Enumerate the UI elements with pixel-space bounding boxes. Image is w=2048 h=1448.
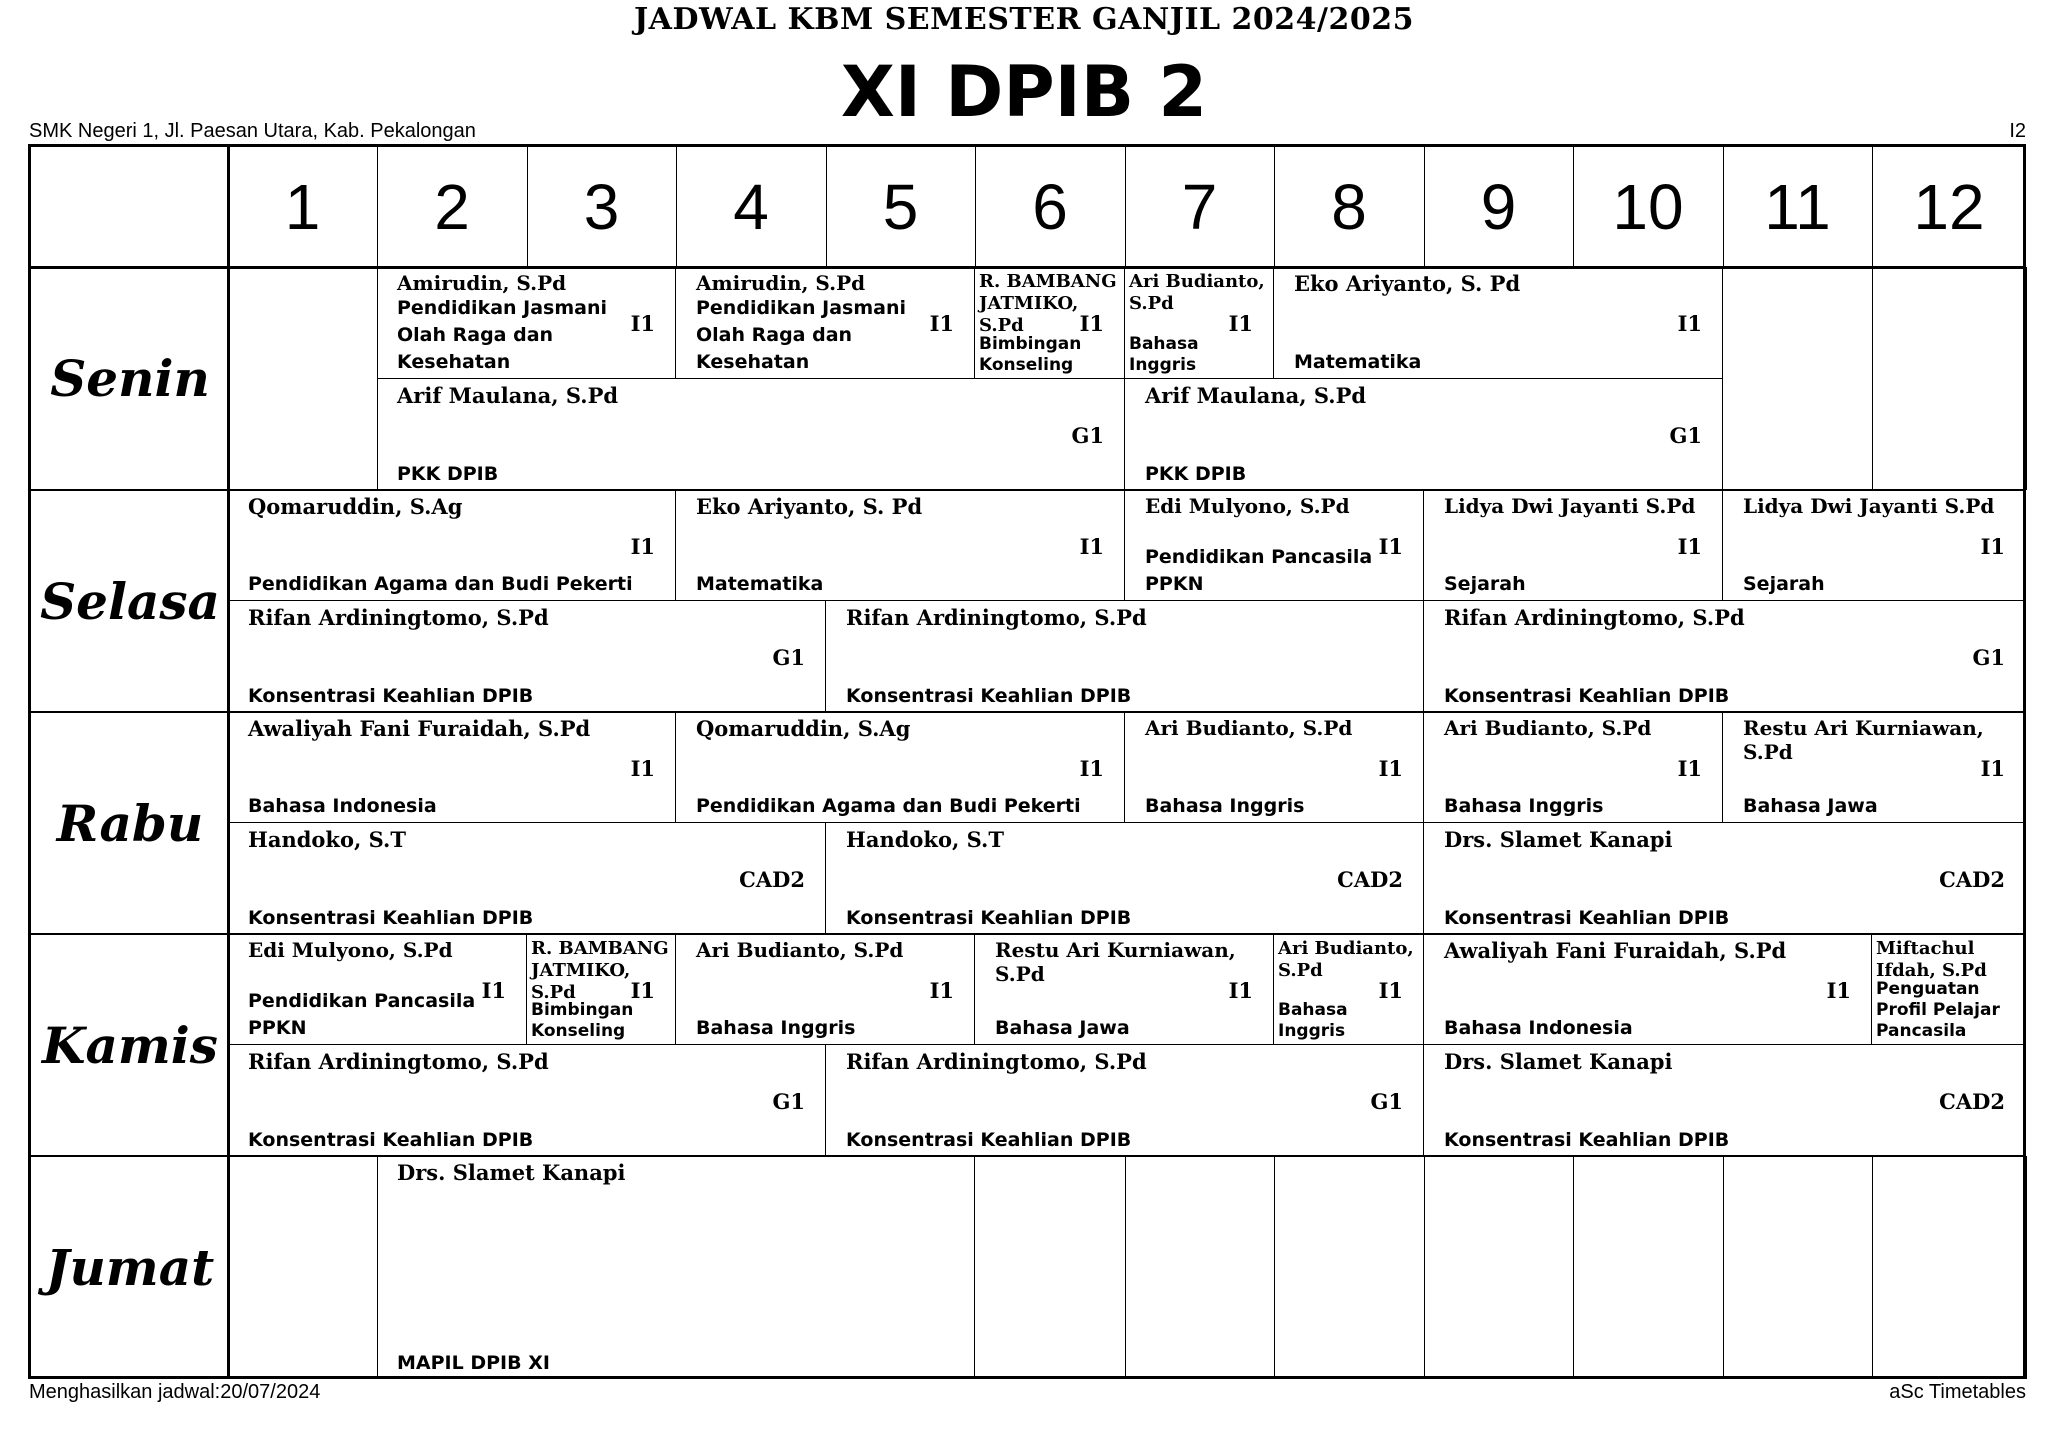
lesson-teacher: Arif Maulana, S.Pd — [1145, 383, 1367, 408]
lesson-teacher: Edi Mulyono, S.Pd — [248, 938, 453, 962]
schedule-title: JADWAL KBM SEMESTER GANJIL 2024/2025 — [633, 2, 1415, 37]
lesson-subject: Bahasa Jawa — [1743, 795, 1878, 817]
lesson-cell — [1424, 1045, 2026, 1156]
lesson-subject: Pendidikan Agama dan Budi Pekerti — [248, 573, 633, 595]
software-credit: aSc Timetables — [1889, 1381, 2026, 1403]
lesson-cell — [826, 601, 1424, 712]
lesson-subject: Konsentrasi Keahlian DPIB — [1444, 685, 1730, 707]
period-header: 2 — [434, 171, 470, 243]
lesson-room: I1 — [1079, 534, 1104, 559]
lesson-cell — [1723, 490, 2026, 601]
lesson-teacher: Rifan Ardiningtomo, S.Pd — [248, 605, 549, 630]
lesson-subject: Bahasa Inggris — [1444, 795, 1604, 817]
lesson-cell — [527, 934, 676, 1045]
lesson-subject: Bahasa Inggris — [1145, 795, 1305, 817]
lesson-teacher: Rifan Ardiningtomo, S.Pd — [1444, 605, 1745, 630]
lesson-subject: Konsentrasi Keahlian DPIB — [846, 907, 1132, 929]
lesson-room: CAD2 — [739, 867, 805, 892]
lesson-teacher: Ari Budianto, S.Pd — [1145, 716, 1353, 740]
lesson-teacher: Eko Ariyanto, S. Pd — [696, 494, 923, 519]
lesson-cell — [826, 823, 1424, 934]
lesson-subject: Matematika — [696, 573, 824, 595]
lesson-cell — [228, 934, 527, 1045]
lesson-teacher: Lidya Dwi Jayanti S.Pd — [1444, 494, 1696, 518]
lesson-teacher: Drs. Slamet Kanapi — [1444, 827, 1673, 852]
lesson-subject: Bimbingan Konseling — [531, 1000, 634, 1041]
lesson-cell — [228, 490, 676, 601]
period-header: 4 — [733, 171, 769, 243]
lesson-room: I1 — [1079, 756, 1104, 781]
lesson-subject: Bahasa Indonesia — [1444, 1017, 1633, 1039]
lesson-subject: Pendidikan Pancasila PPKN — [1145, 546, 1373, 595]
lesson-subject: Konsentrasi Keahlian DPIB — [1444, 907, 1730, 929]
grid-line-vertical — [1125, 1156, 1126, 1379]
lesson-room: G1 — [1071, 423, 1104, 448]
grid-line-vertical — [2026, 267, 2027, 490]
lesson-teacher: Drs. Slamet Kanapi — [397, 1160, 626, 1185]
lesson-cell — [228, 712, 676, 823]
lesson-teacher: R. BAMBANG JATMIKO, S.Pd — [979, 271, 1117, 336]
lesson-room: I1 — [630, 534, 655, 559]
class-code: I2 — [2009, 120, 2026, 142]
lesson-teacher: Rifan Ardiningtomo, S.Pd — [846, 1049, 1147, 1074]
lesson-subject: Konsentrasi Keahlian DPIB — [1444, 1129, 1730, 1151]
lesson-room: G1 — [772, 645, 805, 670]
school-info: SMK Negeri 1, Jl. Paesan Utara, Kab. Pekalongan — [29, 120, 476, 142]
lesson-teacher: Handoko, S.T — [846, 827, 1004, 852]
class-name: XI DPIB 2 — [840, 51, 1208, 133]
lesson-subject: Pendidikan Jasmani Olah Raga dan Kesehatan — [696, 297, 907, 373]
lesson-room: G1 — [1370, 1089, 1403, 1114]
lesson-room: I1 — [1378, 534, 1403, 559]
lesson-room: G1 — [1972, 645, 2005, 670]
lesson-subject: PKK DPIB — [397, 463, 499, 485]
period-header: 5 — [882, 171, 919, 243]
period-header: 7 — [1181, 171, 1218, 243]
lesson-cell — [1125, 267, 1274, 379]
lesson-cell — [676, 712, 1125, 823]
lesson-room: I1 — [1677, 534, 1702, 559]
lesson-teacher: Rifan Ardiningtomo, S.Pd — [846, 605, 1147, 630]
lesson-teacher: Awaliyah Fani Furaidah, S.Pd — [248, 716, 591, 741]
lesson-subject: Bimbingan Konseling — [979, 334, 1082, 375]
lesson-cell — [975, 267, 1125, 379]
lesson-subject: PKK DPIB — [1145, 463, 1247, 485]
lesson-cell — [1274, 267, 1723, 379]
lesson-room: I1 — [929, 978, 954, 1003]
day-label: Jumat — [45, 1238, 215, 1297]
lesson-cell — [676, 267, 975, 379]
lesson-teacher: Lidya Dwi Jayanti S.Pd — [1743, 494, 1995, 518]
period-header: 12 — [1913, 171, 1985, 243]
lesson-teacher: Handoko, S.T — [248, 827, 406, 852]
lesson-teacher: Amirudin, S.Pd — [397, 271, 567, 295]
lesson-teacher: Eko Ariyanto, S. Pd — [1294, 271, 1521, 296]
lesson-subject: Konsentrasi Keahlian DPIB — [248, 1129, 534, 1151]
lesson-subject: Konsentrasi Keahlian DPIB — [846, 1129, 1132, 1151]
lesson-cell — [1274, 934, 1424, 1045]
lesson-room: I1 — [1378, 978, 1403, 1003]
lesson-subject: Konsentrasi Keahlian DPIB — [248, 685, 534, 707]
lesson-subject: Matematika — [1294, 351, 1422, 373]
lesson-room: G1 — [1669, 423, 1702, 448]
lesson-cell — [1125, 490, 1424, 601]
lesson-teacher: Arif Maulana, S.Pd — [397, 383, 619, 408]
lesson-room: I1 — [1826, 978, 1851, 1003]
lesson-cell — [228, 823, 826, 934]
lesson-room: I1 — [481, 978, 506, 1003]
lesson-room: I1 — [630, 978, 655, 1003]
day-label: Rabu — [56, 793, 204, 853]
lesson-cell — [676, 934, 975, 1045]
lesson-subject: Bahasa Jawa — [995, 1017, 1130, 1039]
lesson-cell — [676, 490, 1125, 601]
lesson-cell — [1424, 934, 1872, 1045]
lesson-teacher: Restu Ari Kurniawan, S.Pd — [1743, 716, 1984, 764]
lesson-subject: Sejarah — [1743, 573, 1825, 595]
lesson-subject: Pendidikan Pancasila PPKN — [248, 990, 476, 1039]
lesson-teacher: Ari Budianto, S.Pd — [1278, 938, 1414, 981]
lesson-teacher: Edi Mulyono, S.Pd — [1145, 494, 1350, 518]
lesson-cell — [377, 379, 1125, 490]
period-header: 6 — [1032, 171, 1068, 243]
lesson-cell — [975, 934, 1274, 1045]
lesson-room: I1 — [1677, 756, 1702, 781]
lesson-room: I1 — [1228, 978, 1253, 1003]
grid-line-vertical — [1424, 1156, 1425, 1379]
lesson-subject: Pendidikan Agama dan Budi Pekerti — [696, 795, 1081, 817]
lesson-teacher: Ari Budianto, S.Pd — [1444, 716, 1652, 740]
lesson-room: I1 — [1980, 534, 2005, 559]
lesson-cell — [228, 601, 826, 712]
generated-date: Menghasilkan jadwal:20/07/2024 — [29, 1381, 321, 1403]
lesson-teacher: Drs. Slamet Kanapi — [1444, 1049, 1673, 1074]
lesson-cell — [228, 1045, 826, 1156]
lesson-cell — [1872, 934, 2026, 1045]
lesson-cell — [1125, 379, 1723, 490]
period-header: 3 — [583, 171, 620, 243]
lesson-cell — [1424, 490, 1723, 601]
lesson-room: I1 — [1378, 756, 1403, 781]
lesson-room: I1 — [1079, 311, 1104, 336]
lesson-cell — [1424, 823, 2026, 934]
lesson-subject: Sejarah — [1444, 573, 1526, 595]
lesson-subject: Bahasa Indonesia — [248, 795, 437, 817]
period-header: 11 — [1764, 171, 1831, 243]
period-header: 1 — [284, 171, 321, 243]
grid-line-vertical — [1872, 1156, 1873, 1379]
lesson-subject: MAPIL DPIB XI — [397, 1352, 550, 1374]
lesson-room: I1 — [630, 311, 655, 336]
grid-line-vertical — [1573, 1156, 1574, 1379]
lesson-teacher: Restu Ari Kurniawan, S.Pd — [995, 938, 1236, 986]
lesson-subject: Pendidikan Jasmani Olah Raga dan Kesehatan — [397, 297, 608, 373]
lesson-room: CAD2 — [1939, 867, 2005, 892]
day-label: Selasa — [40, 571, 220, 631]
lesson-teacher: Awaliyah Fani Furaidah, S.Pd — [1444, 938, 1787, 963]
lesson-room: I1 — [1228, 311, 1253, 336]
period-header: 8 — [1331, 171, 1367, 243]
lesson-subject: Konsentrasi Keahlian DPIB — [248, 907, 534, 929]
lesson-cell — [377, 1156, 975, 1379]
lesson-subject: Konsentrasi Keahlian DPIB — [846, 685, 1132, 707]
grid-line-vertical — [1274, 1156, 1275, 1379]
period-header: 10 — [1612, 171, 1684, 243]
lesson-teacher: R. BAMBANG JATMIKO, S.Pd — [531, 938, 669, 1003]
lesson-room: I1 — [1980, 756, 2005, 781]
lesson-cell — [826, 1045, 1424, 1156]
lesson-cell — [1723, 712, 2026, 823]
day-label: Kamis — [42, 1015, 218, 1075]
lesson-teacher: Ari Budianto, S.Pd — [696, 938, 904, 962]
lesson-teacher: Qomaruddin, S.Ag — [248, 494, 463, 519]
lesson-subject: Bahasa Inggris — [1129, 334, 1199, 375]
lesson-teacher: Amirudin, S.Pd — [696, 271, 866, 295]
lesson-room: I1 — [1677, 311, 1702, 336]
grid-line-vertical — [2026, 1156, 2027, 1379]
lesson-room: G1 — [772, 1089, 805, 1114]
lesson-room: CAD2 — [1337, 867, 1403, 892]
lesson-cell — [1424, 712, 1723, 823]
lesson-room: I1 — [630, 756, 655, 781]
lesson-subject: Bahasa Inggris — [696, 1017, 856, 1039]
lesson-teacher: Qomaruddin, S.Ag — [696, 716, 911, 741]
lesson-subject: Penguatan Profil Pelajar Pancasila — [1876, 979, 2000, 1041]
lesson-cell — [1125, 712, 1424, 823]
lesson-teacher: Ari Budianto, S.Pd — [1129, 271, 1265, 314]
grid-line-vertical — [1723, 1156, 1724, 1379]
period-header: 9 — [1480, 171, 1517, 243]
lesson-room: I1 — [929, 311, 954, 336]
lesson-room: CAD2 — [1939, 1089, 2005, 1114]
lesson-cell — [1424, 601, 2026, 712]
lesson-teacher: Rifan Ardiningtomo, S.Pd — [248, 1049, 549, 1074]
lesson-subject: Bahasa Inggris — [1278, 1000, 1348, 1041]
day-label: Senin — [50, 349, 210, 408]
lesson-teacher: Miftachul Ifdah, S.Pd — [1876, 938, 1987, 981]
lesson-cell — [377, 267, 676, 379]
grid-line-vertical — [1872, 267, 1873, 490]
